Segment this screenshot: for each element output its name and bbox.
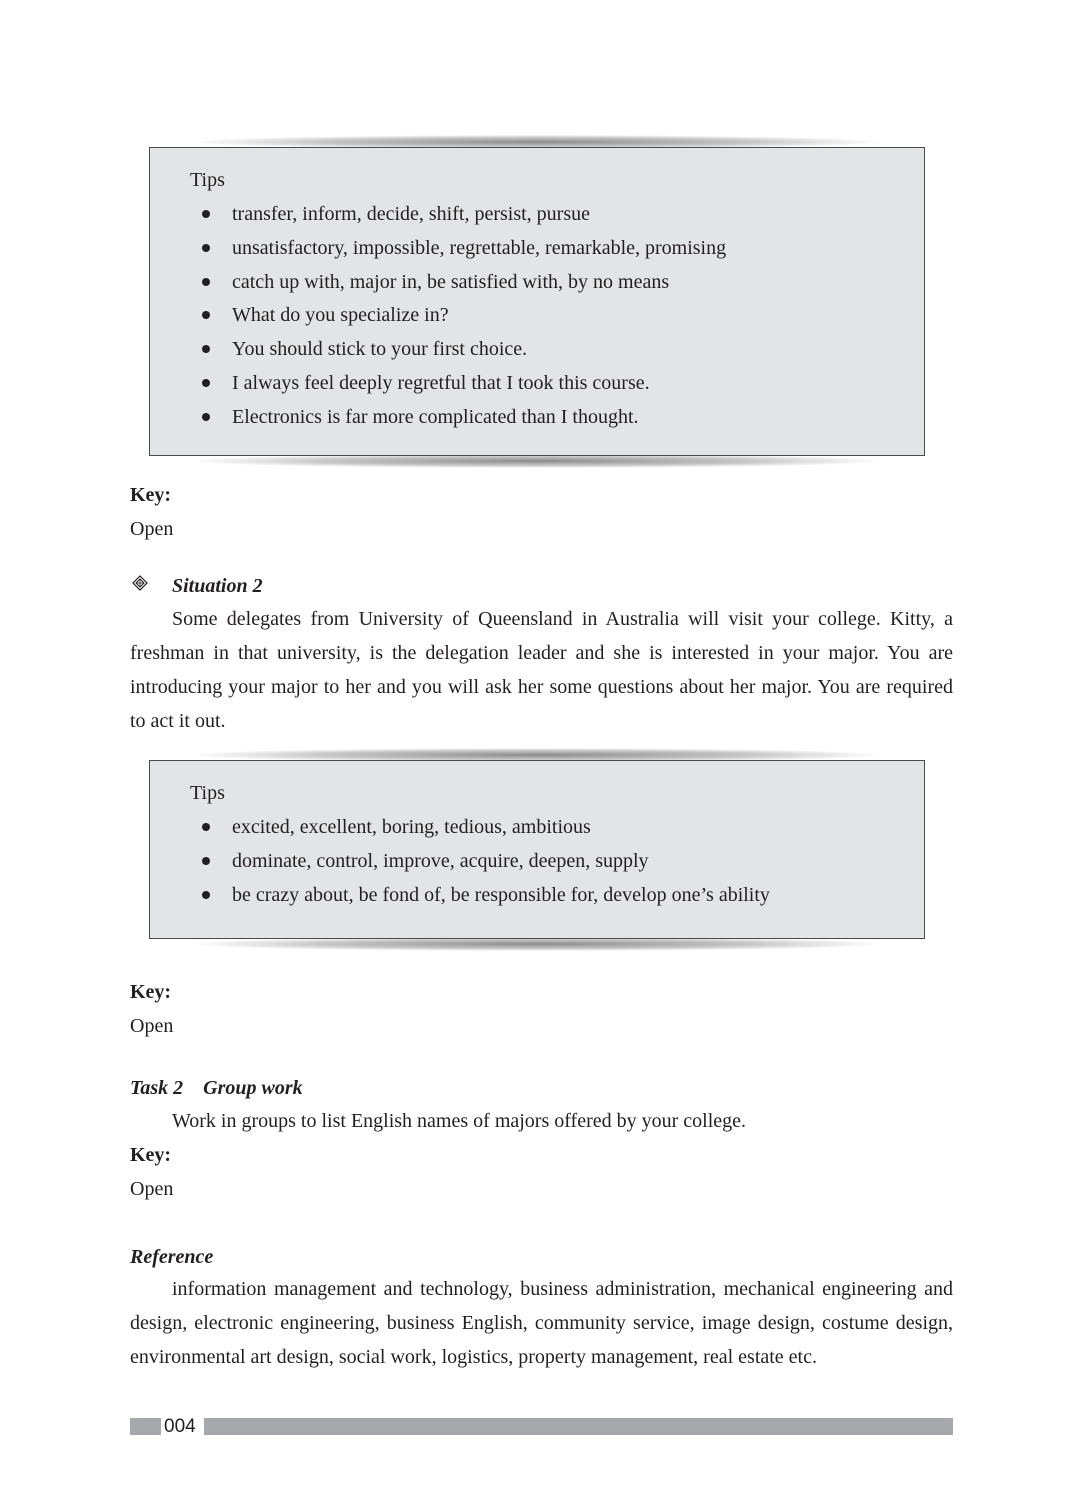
key-value-1: Open (130, 518, 174, 540)
list-item: catch up with, major in, be satisfied with, by no means (150, 270, 726, 304)
list-item: be crazy about, be fond of, be responsible for, develop one’s ability (150, 883, 770, 917)
list-item: dominate, control, improve, acquire, deepen, supply (150, 849, 770, 883)
task-paragraph: Work in groups to list English names of majors offered by your college. (172, 1110, 747, 1132)
tips-box-1 (149, 147, 925, 456)
list-item: Electronics is far more complicated than I thought. (150, 405, 726, 439)
tips-list (150, 815, 770, 916)
list-item: I always feel deeply regretful that I took this course. (150, 371, 726, 405)
situation-paragraph: Some delegates from University of Queensland in Australia will visit your college. Kitty, a freshman in that university, is the delegation leader and she is interested in your major. You are introducing your major to her and you will ask her some questions about her major. You are required to act it out. (130, 608, 953, 732)
diamond-bullet-icon (132, 575, 148, 591)
footer-bar-right (204, 1418, 953, 1435)
list-item: excited, excellent, boring, tedious, ambitious (150, 815, 770, 849)
task-heading: Task 2 Group work (130, 1077, 303, 1099)
key-label-3: Key: (130, 1144, 172, 1166)
situation-heading: Situation 2 (172, 575, 263, 597)
key-label-1: Key: (130, 484, 172, 506)
tips-box-2 (149, 760, 925, 939)
tips-list (150, 202, 726, 439)
list-item: You should stick to your first choice. (150, 337, 726, 371)
tips-title: Tips (190, 169, 225, 191)
page-number: 004 (164, 1416, 196, 1437)
list-item: What do you specialize in? (150, 303, 726, 337)
key-value-2: Open (130, 1015, 174, 1037)
tips-title: Tips (190, 782, 225, 804)
reference-paragraph: information management and technology, business administration, mechanical engineering and design, electronic engineering, business English, community service, image design, costume design, environmental art design, social work, logistics, property management, real estate etc. (130, 1278, 953, 1368)
key-label-2: Key: (130, 981, 172, 1003)
key-value-3: Open (130, 1178, 174, 1200)
footer-bar-left (130, 1418, 161, 1435)
list-item: transfer, inform, decide, shift, persist, pursue (150, 202, 726, 236)
reference-heading: Reference (130, 1246, 214, 1268)
list-item: unsatisfactory, impossible, regrettable, remarkable, promising (150, 236, 726, 270)
